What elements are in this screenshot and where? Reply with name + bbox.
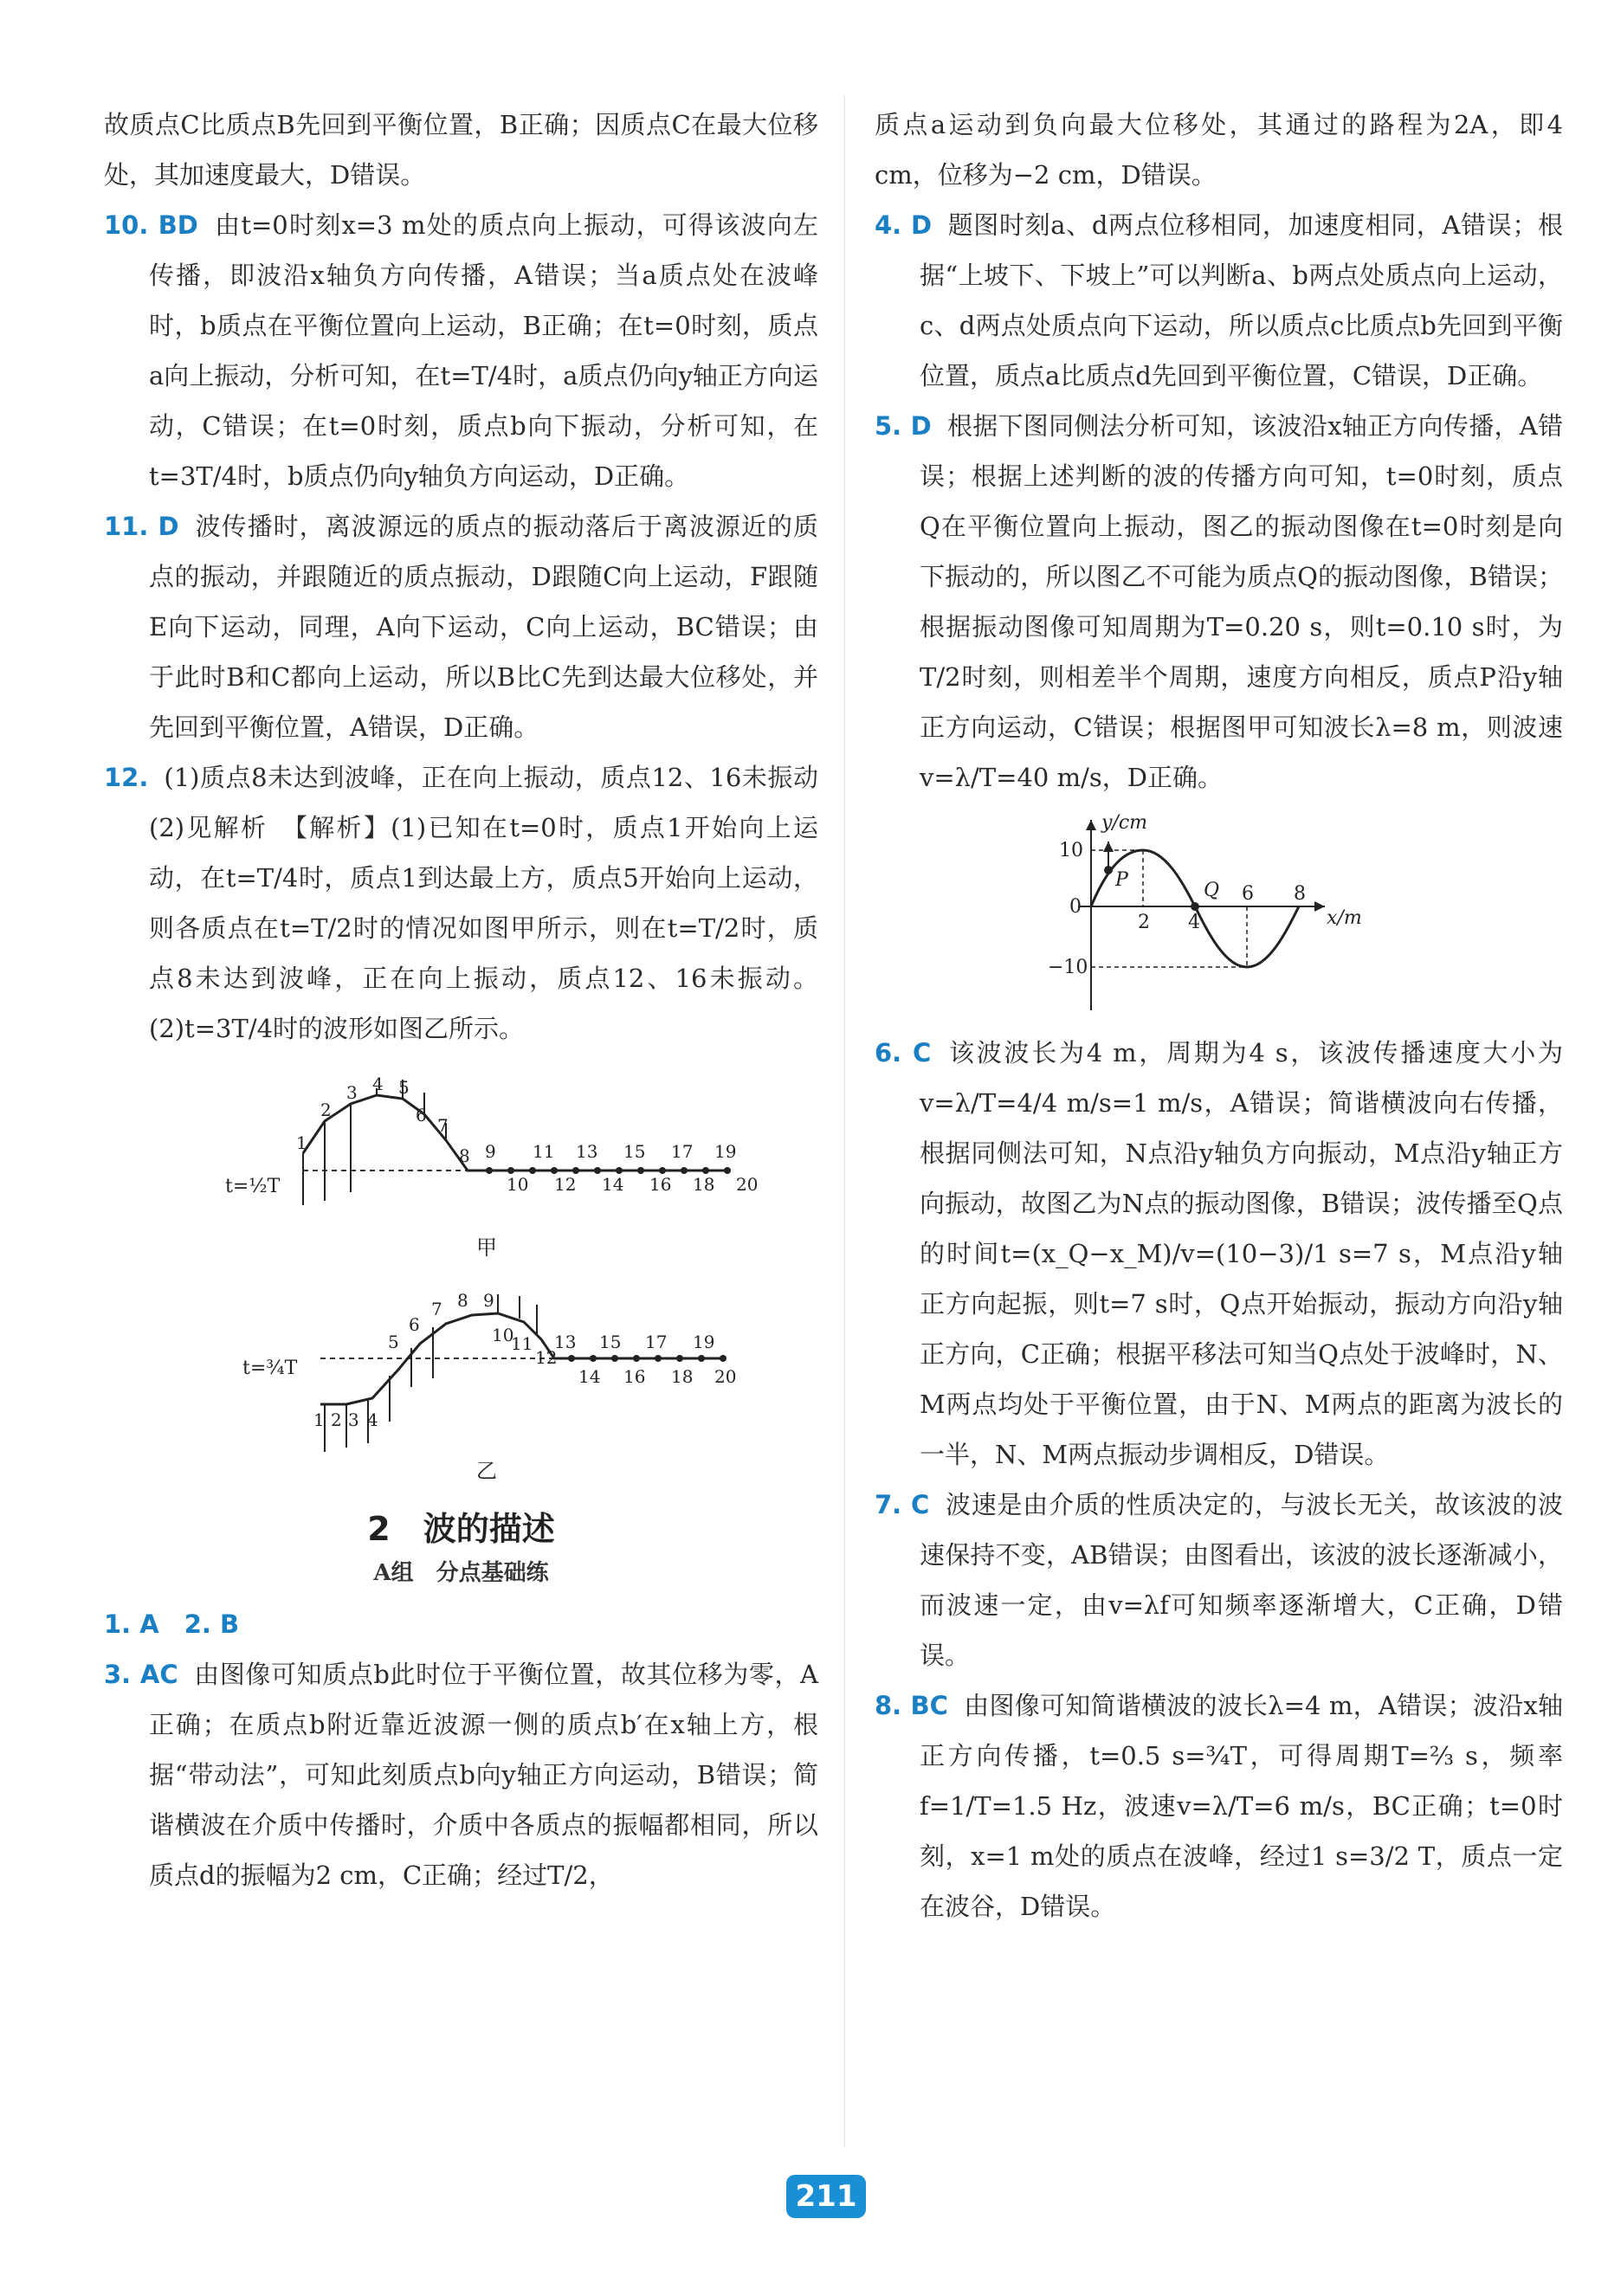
figure-jia-dot: [551, 1167, 558, 1174]
answer-11-text: 波传播时，离波源远的质点的振动落后于离波源近的质点的振动，并跟随近的质点振动，D跟随C向上运动，F跟随E向下运动，同理，A向下运动，C向上运动，BC错误；由于此时B和C都向上运动，所以B比C先到达最大位移处，并先回到平衡位置，A错误，D正确。: [149, 512, 818, 742]
figure-jia-point-label: 13: [576, 1141, 598, 1162]
figure-yi-dot: [698, 1355, 705, 1362]
answer-3: [104, 1649, 818, 1900]
answer-4-text: 题图时刻a、d两点位移相同，加速度相同，A错误；根据“上坡下、下坡上”可以判断a、b两点处质点向上运动，c、d两点处质点向下运动，所以质点c比质点b先回到平衡位置，质点a比质点d先回到平衡位置，C错误，D正确。: [920, 210, 1563, 390]
answer-10-text: 由t=0时刻x=3 m处的质点向上振动，可得该波向左传播，即波沿x轴负方向传播，A错误；当a质点处在波峰时，b质点在平衡位置向上运动，B正确；在t=0时刻，质点a向上振动，分析可知，在t=T/4时，a质点仍向y轴正方向运动，C错误；在t=0时刻，质点b向下振动，分析可知，在t=3T/4时，b质点仍向y轴负方向运动，D正确。: [149, 210, 818, 491]
figure-jia-dot: [724, 1167, 731, 1174]
x-tick-8: 8: [1294, 883, 1306, 905]
column-divider: [844, 95, 845, 2147]
figure-jia-point-label: 11: [533, 1141, 555, 1162]
figure-jia-point-label: 3: [346, 1082, 358, 1103]
x-tick-6: 6: [1242, 883, 1254, 905]
figure-yi-labels: [313, 1290, 736, 1430]
figure-jia-point-label: 9: [485, 1141, 496, 1162]
figure-jia-point-label: 20: [736, 1174, 759, 1195]
y-axis-label: y/cm: [1101, 812, 1148, 834]
figure-jia-svg: [104, 1054, 818, 1261]
figure-jia-point-label: 8: [459, 1145, 470, 1166]
figure-jia-point-label: 16: [649, 1174, 672, 1195]
figure-yi-point-label: 4: [367, 1409, 378, 1430]
figure-jia-wave: [303, 1095, 727, 1171]
answer-8: [875, 1680, 1563, 1932]
figure-yi-dot: [611, 1355, 618, 1362]
x-axis-label: x/m: [1327, 907, 1362, 929]
figure-jia-point-label: 2: [320, 1100, 332, 1120]
answer-5-num: 5. D: [875, 411, 932, 441]
x-tick-2: 2: [1138, 912, 1150, 933]
left-intro: 故质点C比质点B先回到平衡位置，B正确；因质点C在最大位移处，其加速度最大，D错误。: [104, 110, 818, 190]
figure-yi-caption: 乙: [476, 1459, 497, 1483]
label-q: Q: [1204, 880, 1220, 901]
right-intro: 质点a运动到负向最大位移处，其通过的路程为2A，即4 cm，位移为−2 cm，D错误。: [875, 110, 1563, 190]
figure-yi-dot: [676, 1355, 683, 1362]
figure-yi-point-label: 3: [348, 1409, 359, 1430]
figure-yi-dot: [590, 1355, 597, 1362]
figure-yi-point-label: 20: [714, 1366, 737, 1387]
figure-jia-point-label: 5: [398, 1077, 410, 1098]
figure-yi-point-label: 8: [457, 1290, 468, 1311]
figure-yi: [104, 1261, 818, 1487]
figure-yi-point-label: 11: [511, 1333, 533, 1354]
figure-yi-time-label: t=¾T: [242, 1358, 298, 1379]
answer-10-num: 10. BD: [104, 210, 198, 240]
figure-jia-labels: [296, 1074, 758, 1195]
figure-jia-dot: [486, 1167, 493, 1174]
figure-yi-dot: [720, 1355, 727, 1362]
figure-yi-point-label: 7: [431, 1299, 442, 1319]
figure-jia-point-label: 10: [507, 1174, 529, 1195]
answer-8-num: 8. BC: [875, 1691, 948, 1720]
figure-yi-point-label: 10: [492, 1325, 514, 1345]
answer-12-text: (1)质点8未达到波峰，正在向上振动，质点12、16未振动 (2)见解析 【解析】(1)已知在t=0时，质点1开始向上运动，在t=T/4时，质点1到达最上方，质点5开始向上运动，则各质点在t=T/2时的情况如图甲所示，则在t=T/2时，质点8未达到波峰，正在向上振动，质点12、16未振动。(2)t=3T/4时的波形如图乙所示。: [149, 763, 844, 1043]
figure-yi-point-label: 17: [645, 1332, 668, 1352]
figure-yi-point-label: 6: [409, 1314, 420, 1335]
figure-jia-point-label: 7: [437, 1115, 449, 1136]
answer-3-num: 3. AC: [104, 1660, 178, 1689]
figure-yi-point-label: 16: [623, 1366, 646, 1387]
figure-jia-point-label: 14: [602, 1174, 624, 1195]
figure-jia-dot: [594, 1167, 601, 1174]
figure-yi-dot: [655, 1355, 662, 1362]
answer-7-text: 波速是由介质的性质决定的，与波长无关，故该波的波速保持不变，AB错误；由图看出，该波的波长逐渐减小，而波速一定，由v=λf可知频率逐渐增大，C正确，D错误。: [920, 1490, 1563, 1670]
figure-yi-point-label: 9: [483, 1290, 494, 1311]
answer-6-num: 6. C: [875, 1038, 932, 1067]
answer-12: [104, 752, 844, 1054]
figure-yi-point-label: 14: [578, 1366, 601, 1387]
answer-8-text: 由图像可知简谐横波的波长λ=4 m，A错误；波沿x轴正方向传播，t=0.5 s=¾T，可得周期T=⅔ s，频率f=1/T=1.5 Hz，波速v=λ/T=6 m/s，BC正确；t=0时刻，x=1 m处的质点在波峰，经过1 s=3/2 T，质点一定在波谷，D错误。: [920, 1691, 1563, 1921]
figure-yi-dot: [633, 1355, 640, 1362]
figure-yi-point-label: 15: [599, 1332, 622, 1352]
section-title: 2 波的描述: [367, 1510, 555, 1548]
figure-jia-dot: [572, 1167, 579, 1174]
answer-12-num: 12.: [104, 763, 149, 792]
figure-yi-point-label: 18: [671, 1366, 694, 1387]
figure-yi-point-label: 19: [693, 1332, 715, 1352]
figure-jia-point-label: 19: [714, 1141, 737, 1162]
figure-jia-dot: [637, 1167, 644, 1174]
figure-yi-arrows: [325, 1294, 727, 1452]
figure-jia-dot: [681, 1167, 688, 1174]
figure-yi-dot: [568, 1355, 575, 1362]
label-p: P: [1115, 869, 1128, 891]
answer-4-num: 4. D: [875, 210, 933, 240]
answer-5-text: 根据下图同侧法分析可知，该波沿x轴正方向传播，A错误；根据上述判断的波的传播方向可知，t=0时刻，质点Q在平衡位置向上振动，图乙的振动图像在t=0时刻是向下振动的，所以图乙不可能为质点Q的振动图像，B错误；根据振动图像可知周期为T=0.20 s，则t=0.10 s时，为T/2时刻，则相差半个周期，速度方向相反，质点P沿y轴正方向运动，C错误；根据图甲可知波长λ=8 m，则波速v=λ/T=40 m/s，D正确。: [920, 411, 1563, 792]
answer-5: [875, 401, 1563, 803]
x-tick-4: 4: [1188, 912, 1200, 933]
answer-3-text: 由图像可知质点b此时位于平衡位置，故其位移为零，A正确；在质点b附近靠近波源一侧的质点b′在x轴上方，根据“带动法”，可知此刻质点b向y轴正方向运动，B错误；简谐横波在介质中传播时，介质中各质点的振幅都相同，所以质点d的振幅为2 cm，C正确；经过T/2，: [149, 1660, 818, 1890]
figure-yi-svg: [104, 1261, 818, 1487]
answer-6: [875, 1028, 1563, 1480]
figure-jia-caption: 甲: [476, 1235, 497, 1260]
figure-jia-dot: [616, 1167, 623, 1174]
y-tick-0: 0: [1069, 896, 1082, 918]
answer-7: [875, 1480, 1563, 1680]
figure-jia-dot: [702, 1167, 709, 1174]
figure-jia-point-label: 17: [671, 1141, 694, 1162]
right-column: [875, 100, 1563, 1932]
answer-1-2-num: 1. A 2. B: [104, 1609, 240, 1639]
section-subtitle: A组 分点基础练: [373, 1560, 549, 1586]
figure-yi-point-label: 12: [535, 1347, 558, 1368]
figure-jia-point-label: 1: [296, 1132, 307, 1153]
y-tick-10: 10: [1059, 840, 1083, 861]
answer-7-num: 7. C: [875, 1490, 930, 1519]
figure-jia-point-label: 6: [416, 1105, 427, 1125]
figure-yi-point-label: 2: [331, 1409, 342, 1430]
figure-jia-dot: [659, 1167, 666, 1174]
figure-jia-time-label: t=½T: [225, 1176, 281, 1197]
wave-figure-svg: [875, 803, 1563, 1028]
figure-jia-point-label: 15: [623, 1141, 646, 1162]
answer-11: [104, 501, 818, 752]
figure-yi-point-label: 1: [313, 1409, 325, 1430]
y-tick-neg10: −10: [1048, 957, 1088, 978]
figure-yi-point-label: 5: [388, 1332, 399, 1352]
answer-10: [104, 200, 818, 501]
left-column: [104, 100, 844, 1900]
answer-4: [875, 200, 1563, 401]
page-number: 211: [786, 2175, 866, 2218]
wave-figure: [875, 803, 1563, 1028]
answer-11-num: 11. D: [104, 512, 179, 541]
figure-jia-point-label: 12: [554, 1174, 577, 1195]
answer-1-2: [104, 1599, 818, 1649]
figure-jia: [104, 1054, 818, 1261]
point-q: [1191, 902, 1199, 911]
figure-jia-dot: [507, 1167, 514, 1174]
answer-6-text: 该波波长为4 m，周期为4 s，该波传播速度大小为v=λ/T=4/4 m/s=1 m/s，A错误；简谐横波向右传播，根据同侧法可知，N点沿y轴负方向振动，M点沿y轴正方向振动，故图乙为N点的振动图像，B错误；波传播至Q点的时间t=(x_Q−x_M)/v=(10−3)/1 s=7 s，M点沿y轴正方向起振，则t=7 s时，Q点开始振动，振动方向沿y轴正方向，C正确；根据平移法可知当Q点处于波峰时，N、M两点均处于平衡位置，由于N、M两点的距离为波长的一半，N、M两点振动步调相反，D错误。: [920, 1038, 1563, 1469]
figure-jia-dot: [529, 1167, 536, 1174]
figure-yi-point-label: 13: [554, 1332, 577, 1352]
figure-jia-point-label: 4: [372, 1074, 384, 1094]
figure-jia-point-label: 18: [693, 1174, 715, 1195]
